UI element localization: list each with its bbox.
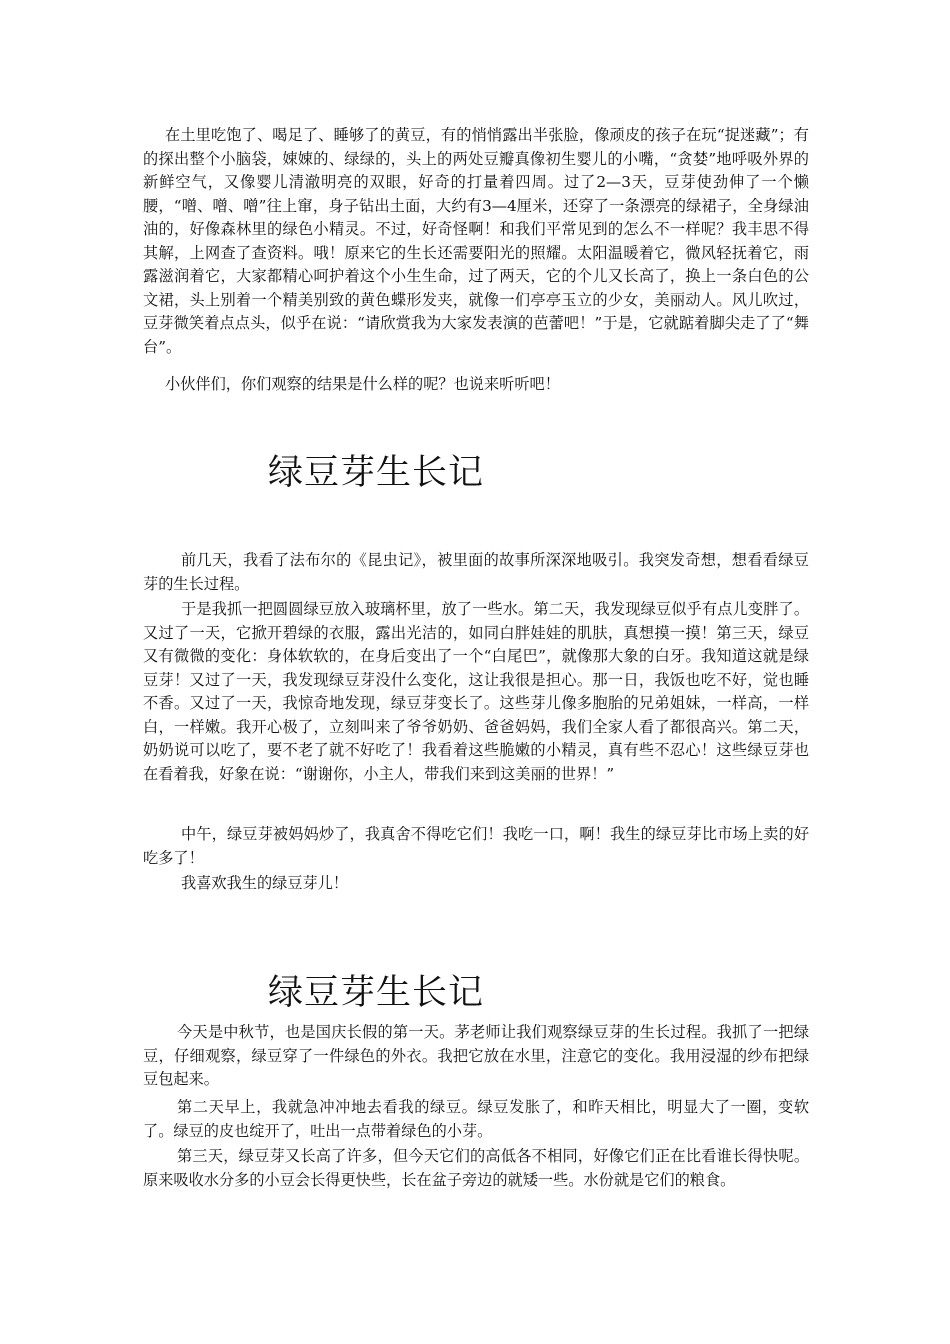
paragraph: 第三天，绿豆芽又长高了许多，但今天它们的高低各不相同，好像它们正在比看谁长得快呢。原来吸收水分多的小豆会长得更快些，长在盆子旁边的就矮一些。水份就是它们的粮食。 [143,1147,809,1189]
paragraph: 今天是中秋节，也是国庆长假的第一天。茅老师让我们观察绿豆芽的生长过程。我抓了一把绿豆，仔细观察，绿豆穿了一件绿色的外衣。我把它放在水里，注意它的变化。我用浸湿的纱布把绿豆包起来。 [143,1023,809,1088]
paragraph: 第二天早上，我就急冲冲地去看我的绿豆。绿豆发胀了，和昨天相比，明显大了一圈，变软了。绿豆的皮也绽开了，吐出一点带着绿色的小芽。 [143,1098,809,1140]
section-title: 绿豆芽生长记 [268,453,485,493]
paragraph: 小伙伴们，你们观察的结果是什么样的呢？也说来听听吧！ [165,375,560,393]
paragraph: 于是我抓一把圆圆绿豆放入玻璃杯里，放了一些水。第二天，我发现绿豆似乎有点儿变胖了。又过了一天，它掀开碧绿的衣服，露出光洁的，如同白胖娃娃的肌肤，真想摸一摸！第三天，绿豆又有微微的变化：身体软软的，在身后变出了一个“白尾巴”，就像那大象的白牙。我知道这就是绿豆芽！又过了一天，我发现绿豆芽没什么变化，这让我很是担心。那一日，我饭也吃不好，觉也睡不香。又过了一天，我惊奇地发现，绿豆芽变长了。这些芽儿像多胞胎的兄弟姐妹，一样高，一样白，一样嫩。我开心极了，立刻叫来了爷爷奶奶、爸爸妈妈，我们全家人看了都很高兴。第二天，奶奶说可以吃了，要不老了就不好吃了！我看着这些脆嫩的小精灵，真有些不忍心！这些绿豆芽也在看着我，好象在说：“谢谢你，小主人，带我们来到这美丽的世界！” [143,600,809,783]
section-title: 绿豆芽生长记 [268,973,485,1013]
paragraph: 前几天，我看了法布尔的《昆虫记》，被里面的故事所深深地吸引。我突发奇想，想看看绿豆芽的生长过程。 [143,551,809,593]
paragraph: 我喜欢我生的绿豆芽儿！ [181,874,349,892]
paragraph: 中午，绿豆芽被妈妈炒了，我真舍不得吃它们！我吃一口，啊！我生的绿豆芽比市场上卖的好吃多了！ [143,825,809,867]
paragraph: 在土里吃饱了、喝足了、睡够了的黄豆，有的悄悄露出半张脸，像顽皮的孩子在玩“捉迷藏”；有的探出整个小脑袋，娕娕的、绿绿的，头上的两处豆瓣真像初生婴儿的小嘴，“贪婪”地呼吸外界的新鲜空气，又像婴儿清澈明亮的双眼，好奇的打量着四周。过了2—3天，豆芽使劲伸了一个懒腰，“噌、噌、噌”往上窜，身子钻出土面，大约有3—4厘米，还穿了一条漂亮的绿裙子，全身绿油油的，好像森林里的绿色小精灵。不过，好奇怪啊！和我们平常见到的怎么不一样呢？我丰思不得其解，上网查了查资料。哦！原来它的生长还需要阳光的照耀。太阳温暖着它，微风轻抚着它，雨露滋润着它，大家都精心呵护着这个小生生命，过了两天，它的个儿又长高了，换上一条白色的公文裙，头上别着一个精美别致的黄色蝶形发夹，就像一们亭亭玉立的少女，美丽动人。风儿吹过，豆芽微笑着点点头，似乎在说：“请欣赏我为大家发表演的芭蕾吧！”于是，它就踮着脚尖走了了“舞台”。 [143,126,809,356]
